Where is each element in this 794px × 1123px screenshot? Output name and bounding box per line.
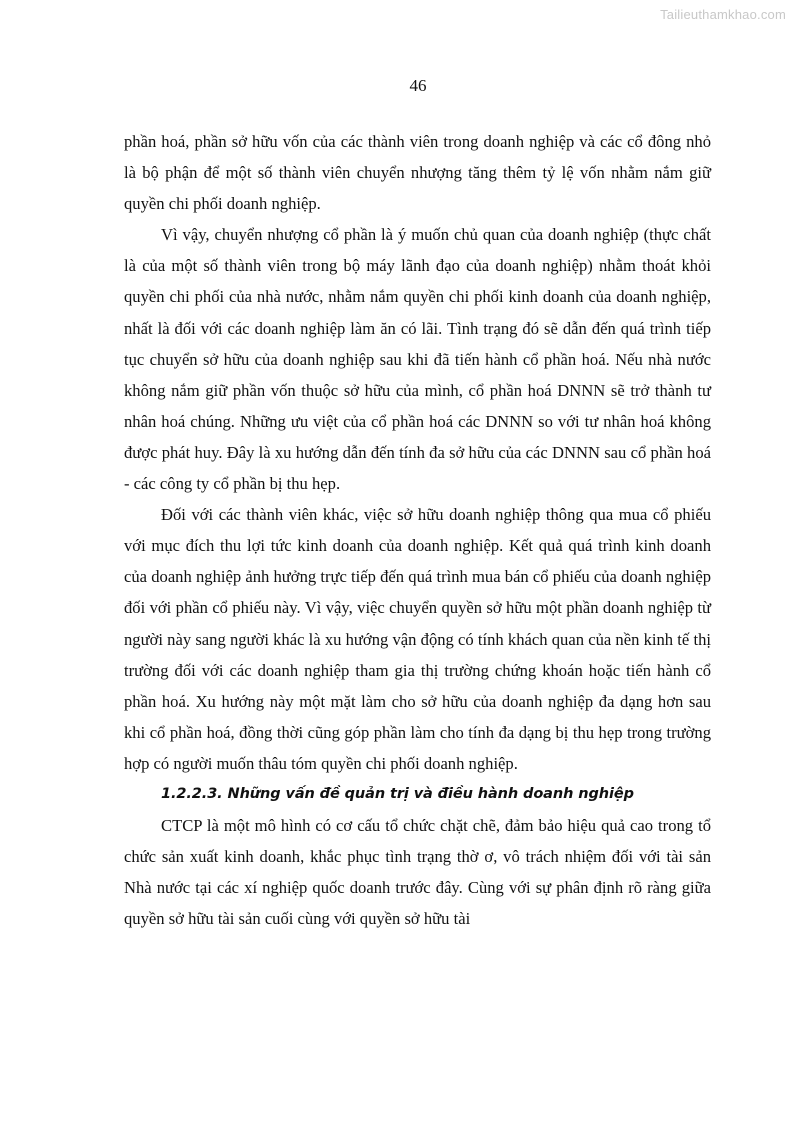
watermark-text: Tailieuthamkhao.com (660, 7, 786, 22)
paragraph-share-transfer: Vì vậy, chuyển nhượng cổ phần là ý muốn chủ quan của doanh nghiệp (thực chất là của một số thành viên trong bộ máy lãnh đạo của doanh nghiệp) nhằm thoát khỏi quyền chi phối của nhà nước, nhằm nắm quyền chi phối kinh doanh của doanh nghiệp, nhất là đối với các doanh nghiệp làm ăn có lãi. Tình trạng đó sẽ dẫn đến quá trình tiếp tục chuyển sở hữu của doanh nghiệp sau khi đã tiến hành cổ phần hoá. Nếu nhà nước không nắm giữ phần vốn thuộc sở hữu của mình, cổ phần hoá DNNN sẽ trở thành tư nhân hoá chúng. Những ưu việt của cổ phần hoá các DNNN so với tư nhân hoá không được phát huy. Đây là xu hướng dẫn đến tính đa sở hữu của các DNNN sau cổ phần hoá - các công ty cổ phần bị thu hẹp. (124, 225, 711, 494)
paragraph-other-members: Đối với các thành viên khác, việc sở hữu doanh nghiệp thông qua mua cổ phiếu với mục đích thu lợi tức kinh doanh của doanh nghiệp. Kết quả quá trình kinh doanh của doanh nghiệp ảnh hưởng trực tiếp đến quá trình mua bán cổ phiếu của doanh nghiệp đối với phần cổ phiếu này. Vì vậy, việc chuyển quyền sở hữu một phần doanh nghiệp từ người này sang người khác là xu hướng vận động có tính khách quan của nền kinh tế thị trường đối với các doanh nghiệp tham gia thị trường chứng khoán hoặc tiến hành cổ phần hoá. Xu hướng này một mặt làm cho sở hữu của doanh nghiệp đa dạng hơn sau khi cổ phần hoá, đồng thời cũng góp phần làm cho tính đa dạng bị thu hẹp trong trường hợp có người muốn thâu tóm quyền chi phối doanh nghiệp. (124, 505, 711, 773)
paragraph-ctcp: CTCP là một mô hình có cơ cấu tổ chức chặt chẽ, đảm bảo hiệu quả cao trong tổ chức sản xuất kinh doanh, khắc phục tình trạng thờ ơ, vô trách nhiệm đối với tài sản Nhà nước tại các xí nghiệp quốc doanh trước đây. Cùng với sự phân định rõ ràng giữa quyền sở hữu tài sản cuối cùng với quyền sở hữu tài (124, 816, 711, 929)
page-number: 46 (409, 76, 427, 95)
document-body (124, 126, 711, 934)
section-heading: 1.2.2.3. Những vấn đề quản trị và điều hành doanh nghiệp (161, 785, 634, 802)
paragraph-continuation: phần hoá, phần sở hữu vốn của các thành viên trong doanh nghiệp và các cổ đông nhỏ là bộ phận để một số thành viên chuyển nhượng tăng thêm tỷ lệ vốn nhằm nắm giữ quyền chi phối doanh nghiệp. (124, 132, 711, 214)
